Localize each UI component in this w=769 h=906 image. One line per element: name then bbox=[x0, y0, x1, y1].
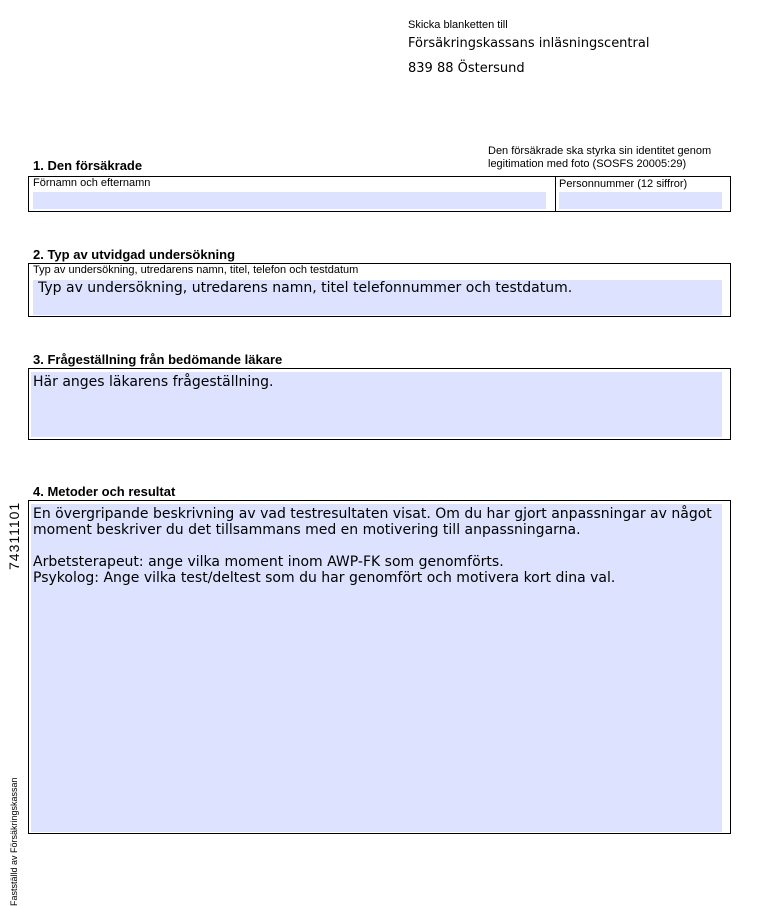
section-2-box bbox=[28, 263, 731, 317]
name-label: Förnamn och efternamn bbox=[33, 177, 151, 189]
section-3-title: 3. Frågeställning från bedömande läkare bbox=[33, 352, 283, 367]
address-line-1: Försäkringskassans inläsningscentral bbox=[408, 36, 650, 51]
section-3-box bbox=[28, 368, 731, 440]
examination-type-field[interactable]: Typ av undersökning, utredarens namn, titel telefonnummer och testdatum. bbox=[33, 280, 722, 315]
personnummer-field[interactable] bbox=[559, 192, 722, 209]
section-1-title: 1. Den försäkrade bbox=[33, 158, 143, 173]
form-code: 74311101 bbox=[6, 501, 22, 570]
section-2-field-label: Typ av undersökning, utredarens namn, titel, telefon och testdatum bbox=[33, 264, 359, 276]
section-4-box bbox=[28, 500, 731, 834]
address-line-2: 839 88 Östersund bbox=[408, 61, 525, 76]
section-2-title: 2. Typ av utvidgad undersökning bbox=[33, 247, 236, 262]
section-1-divider bbox=[555, 177, 556, 211]
identity-note: Den försäkrade ska styrka sin identitet genom legitimation med foto (SOSFS 20005:29) bbox=[488, 145, 712, 170]
send-to-label: Skicka blanketten till bbox=[408, 19, 508, 31]
section-1-box bbox=[28, 176, 731, 212]
name-field[interactable] bbox=[33, 192, 546, 209]
personnummer-label: Personnummer (12 siffror) bbox=[559, 178, 688, 190]
methods-results-field[interactable]: En övergripande beskrivning av vad testresultaten visat. Om du har gjort anpassningar av något moment beskriver du det tillsammans med en motivering till anpassningarna. Arbetsterapeut: ange vilka moment inom AWP-FK som genomförts. Psykolog: Ange vilka test/deltest som du har genomfört och motivera kort dina val. bbox=[31, 504, 722, 832]
established-by: Fastställd av Försäkringskassan bbox=[9, 777, 19, 906]
physician-question-field[interactable]: Här anges läkarens frågeställning. bbox=[31, 372, 722, 437]
section-4-title: 4. Metoder och resultat bbox=[33, 484, 176, 499]
